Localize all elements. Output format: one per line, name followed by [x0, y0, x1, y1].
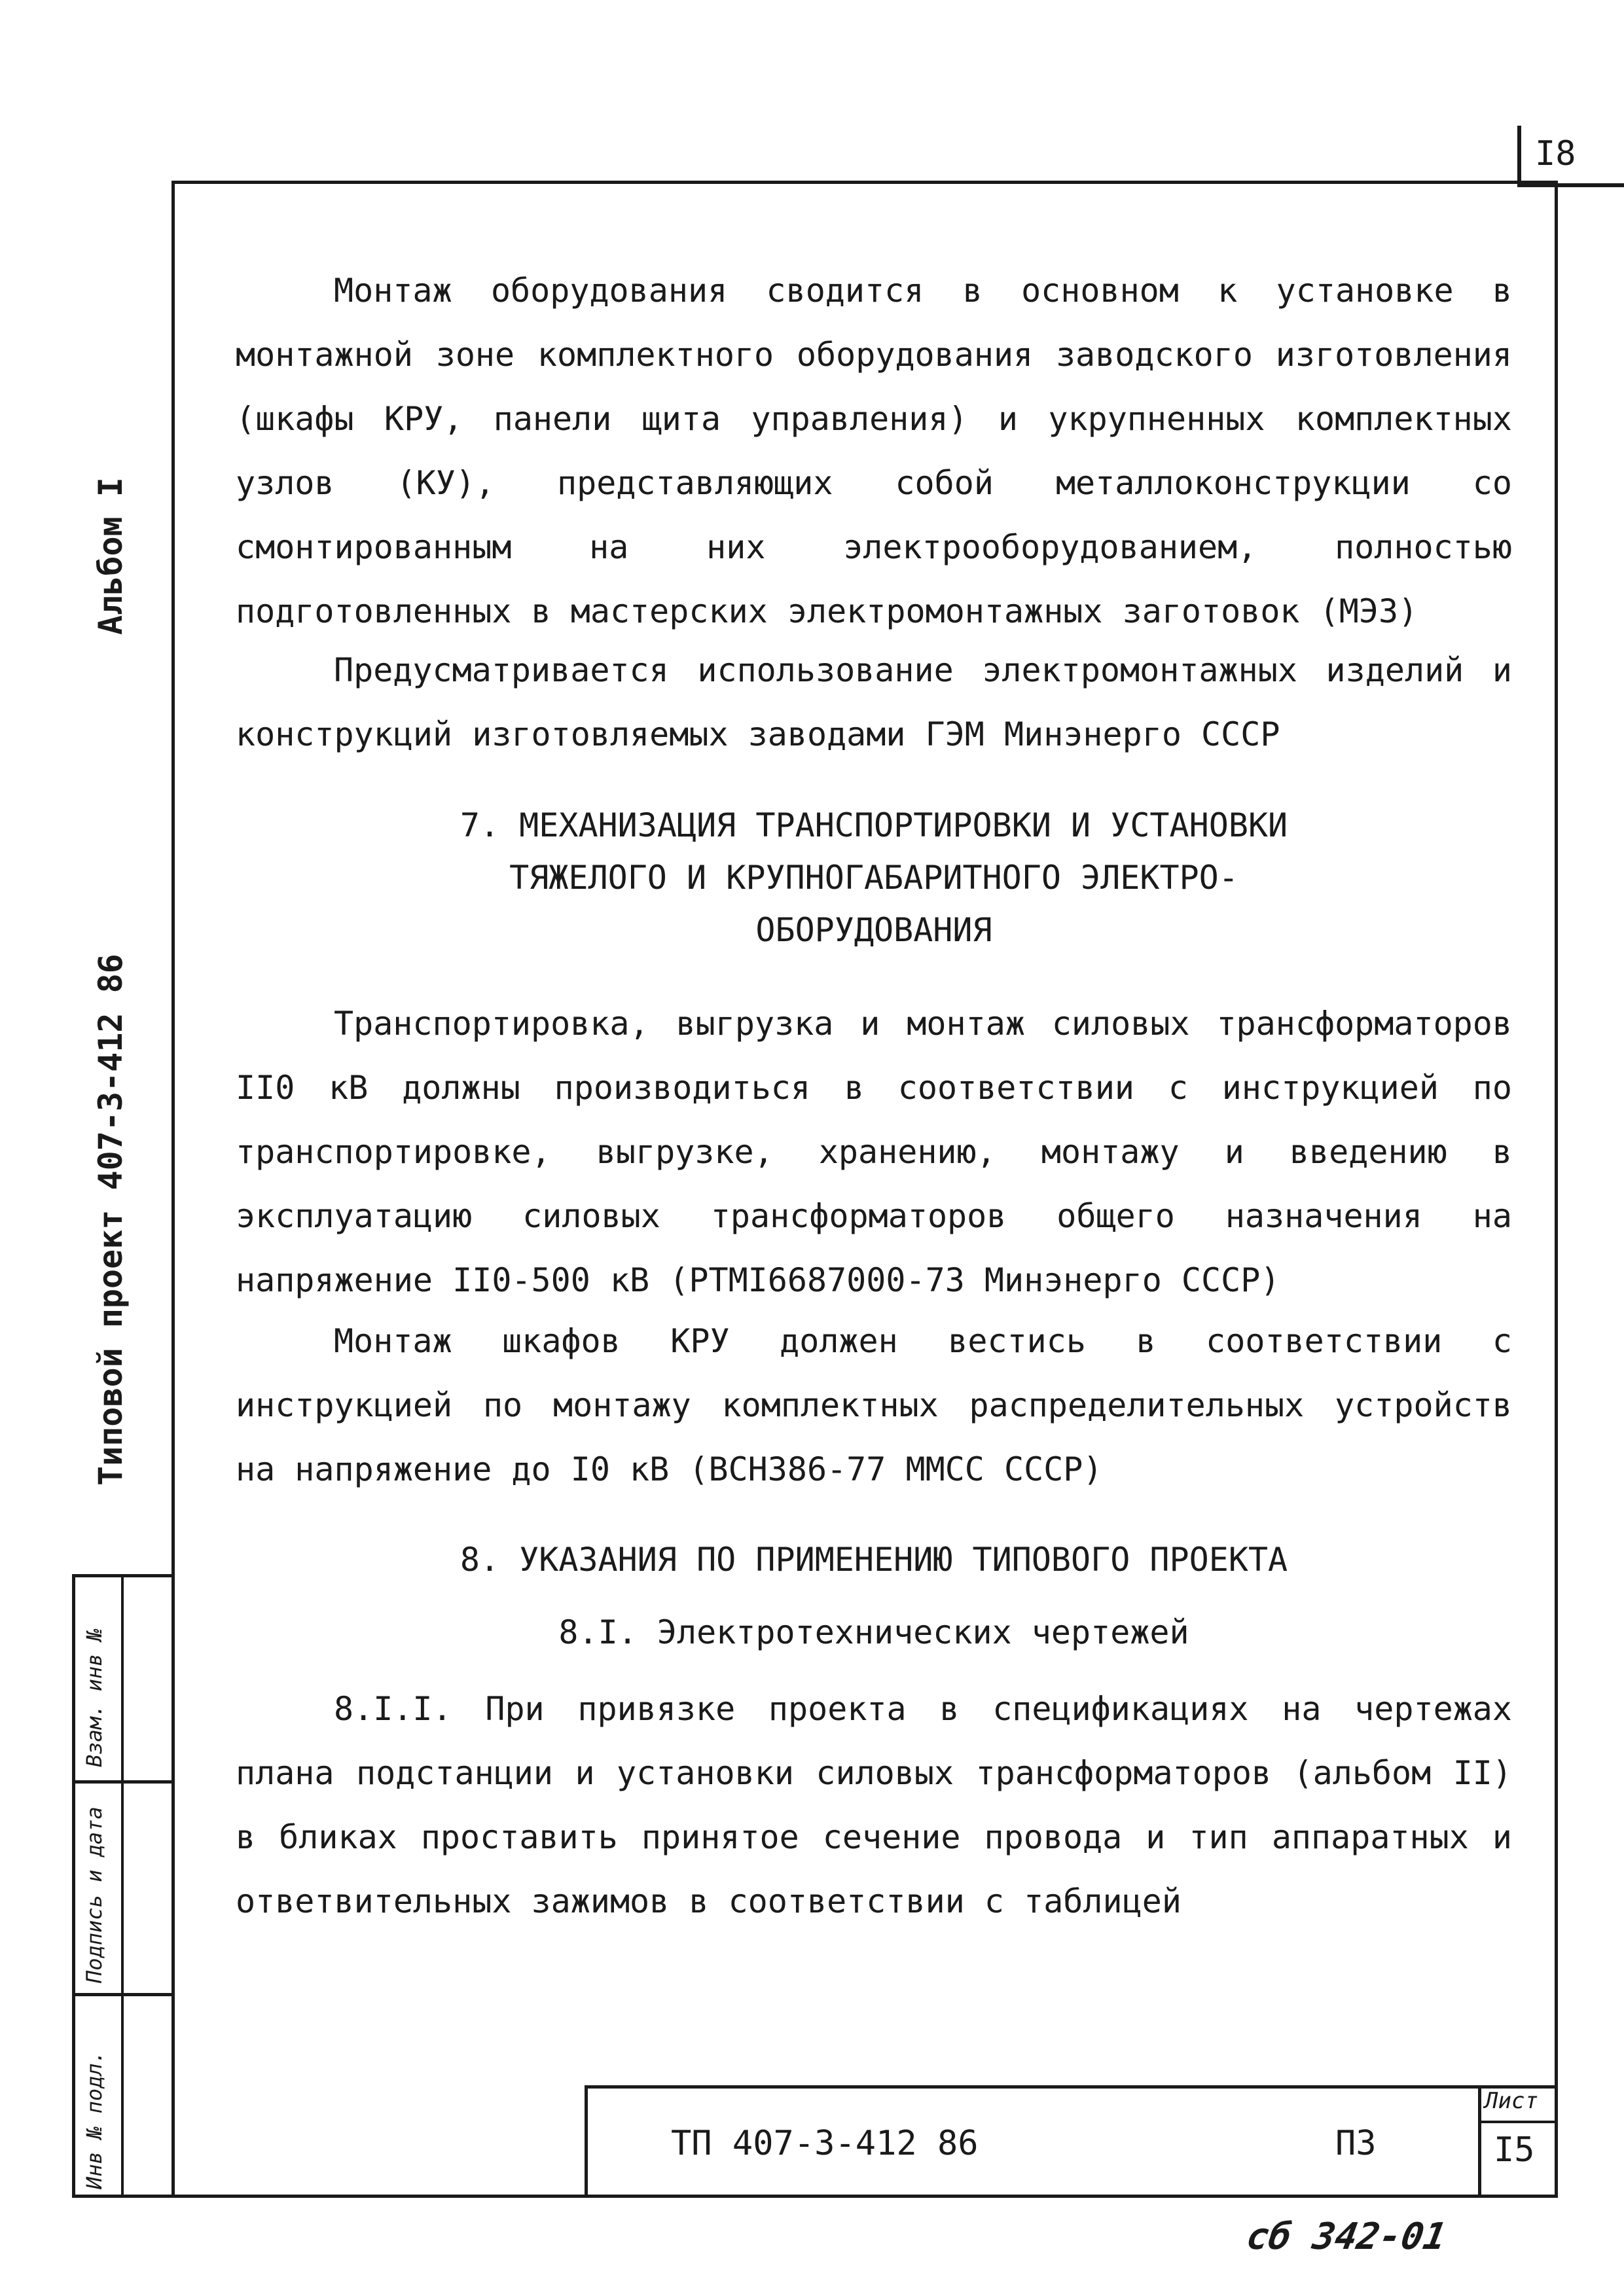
subsection-8-1-heading: 8.I. Электротехнических чертежей [558, 1613, 1189, 1651]
section-7-heading-line-1: 7. МЕХАНИЗАЦИЯ ТРАНСПОРТИРОВКИ И УСТАНОВКИ [460, 806, 1288, 844]
paragraph-installation: Монтаж оборудования сводится в основном к установке в монтажной зоне комплектного оборудования заводского изготовления (шкафы КРУ, панели щита управления) и укрупненных комплектных узлов (КУ), представляющих собой металлоконструкции со смонтированным на них электрооборудованием, полностью подготовленных в мастерских электромонтажных заготовок (МЭЗ) [236, 272, 1512, 630]
title-block-sheet-column [1478, 2085, 1481, 2198]
title-block-sheet-divider [1478, 2121, 1558, 2123]
section-7-heading-line-2: ТЯЖЕЛОГО И КРУПНОГАБАРИТНОГО ЭЛЕКТРО- [509, 859, 1238, 897]
project-series-label: Типовой проект 407-3-412 86 [92, 954, 130, 1486]
section-8-heading: 8. УКАЗАНИЯ ПО ПРИМЕНЕНИЮ ТИПОВОГО ПРОЕКТА [460, 1541, 1288, 1579]
paragraph-8-1-1: 8.I.I. При привязке проекта в спецификациях на чертежах плана подстанции и установки силовых трансформаторов (альбом II) в бликах проставить принятое сечение провода и тип аппаратных и ответвительных зажимов в соответствии с таблицей [236, 1690, 1512, 1920]
document-type: ПЗ [1335, 2124, 1377, 2163]
stamp-label-signature-date: Подпись и дата [82, 1806, 107, 1983]
section-7-heading-line-3: ОБОРУДОВАНИЯ [755, 911, 992, 949]
paragraph-transport: Транспортировка, выгрузка и монтаж силовых трансформаторов II0 кВ должны производиться в соответствии с инструкцией по транспортировке, выгрузке, хранению, монтажу и введению в эксплуатацию силовых трансформаторов общего назначения на напряжение II0-500 кВ (PTMI6687000-73 Минэнерго СССР) [236, 1005, 1512, 1299]
stamp-label-replace-inv: Взам. инв № [82, 1628, 107, 1767]
title-block-left-rule [585, 2085, 588, 2198]
paragraph-kru-cabinets: Монтаж шкафов КРУ должен вестись в соответствии с инструкцией по монтажу комплектных распределительных устройств на напряжение до I0 кВ (ВСН386-77 ММСС СССР) [236, 1322, 1512, 1488]
project-code: ТП 407-3-412 86 [671, 2124, 979, 2163]
handwritten-archive-number: сб 342-01 [1243, 2215, 1450, 2258]
title-block-top-rule [585, 2085, 1558, 2089]
album-label: Альбом I [92, 477, 130, 635]
sheet-number: I5 [1494, 2130, 1535, 2170]
sheet-label: Лист [1485, 2088, 1538, 2114]
corner-divider [1517, 126, 1521, 183]
paragraph-electro-products: Предусматривается использование электромонтажных изделий и конструкций изготовляемых заводами ГЭМ Минэнерго СССР [236, 651, 1512, 753]
stamp-column-divider [121, 1574, 124, 2198]
stamp-label-original-inv: Инв № подл. [82, 2051, 107, 2189]
page-number: I8 [1535, 134, 1576, 173]
